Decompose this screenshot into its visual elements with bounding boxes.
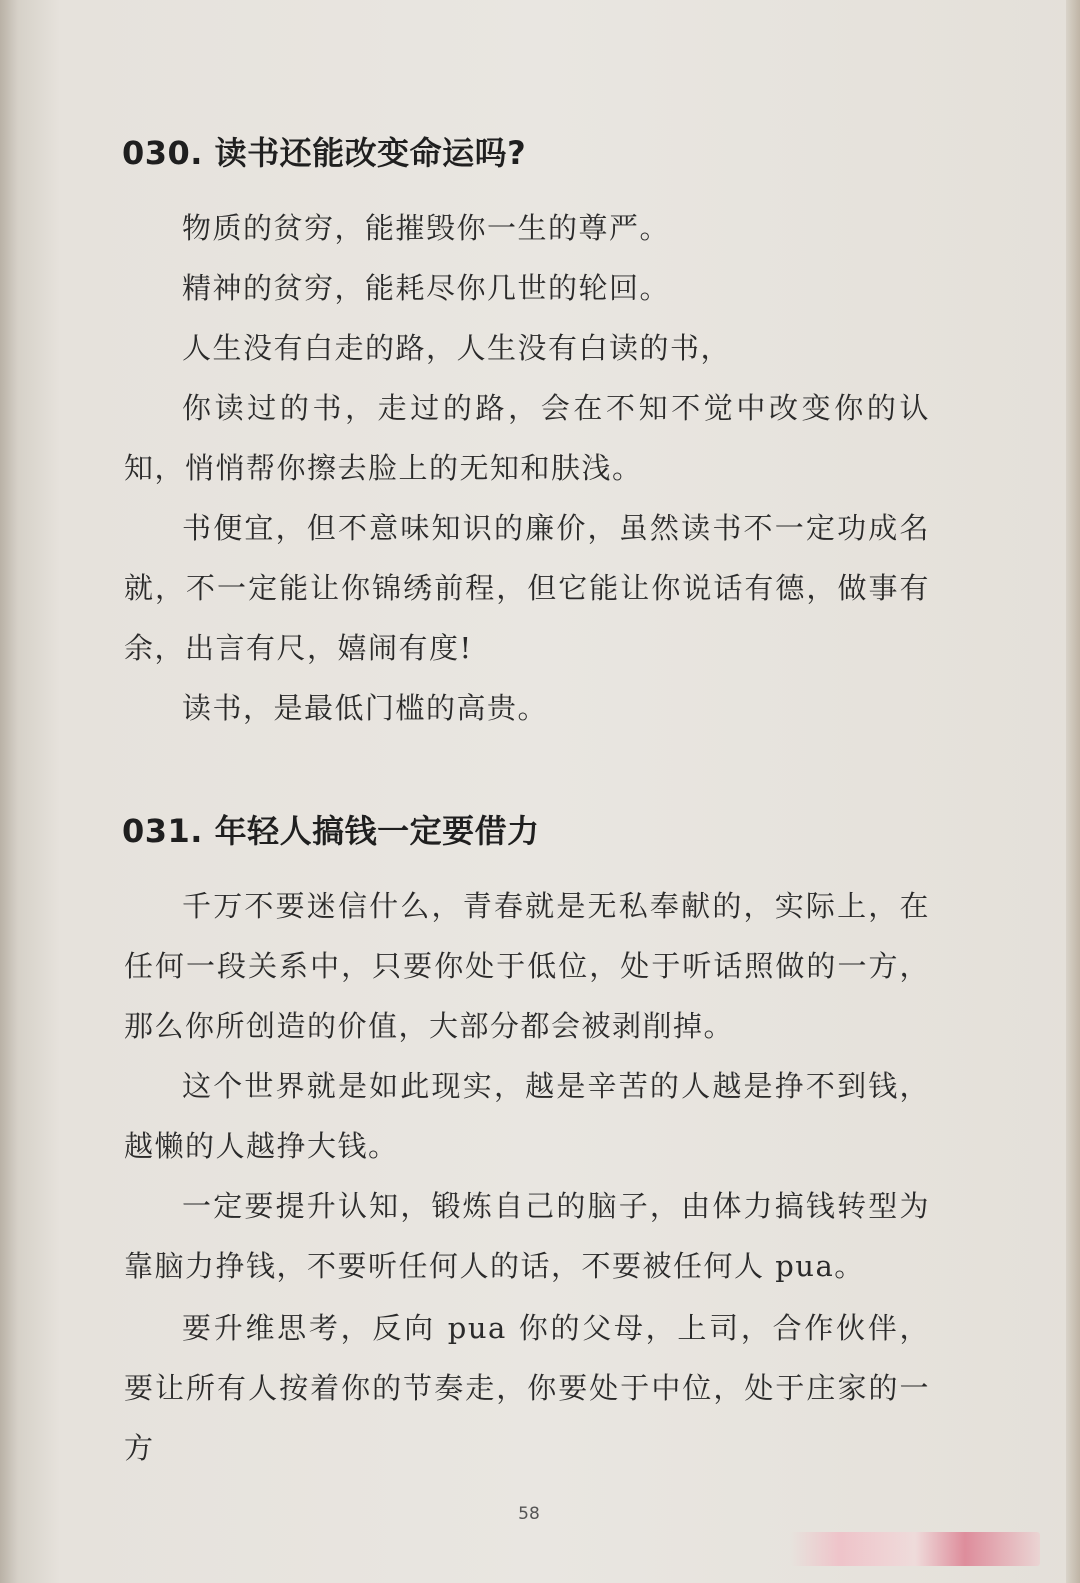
watermark-blur xyxy=(790,1532,1040,1566)
paragraph: 你读过的书，走过的路，会在不知不觉中改变你的认知，悄悄帮你擦去脸上的无知和肤浅。 xyxy=(124,391,930,485)
paragraph: 要升维思考，反向 pua 你的父母，上司，合作伙伴，要让所有人按着你的节奏走，你要处于中位，处于庄家的一方 xyxy=(124,1311,930,1465)
paragraph: 精神的贫穷，能耗尽你几世的轮回。 xyxy=(182,271,671,305)
paragraph: 千万不要迷信什么，青春就是无私奉献的，实际上，在任何一段关系中，只要你处于低位，处于听话照做的一方，那么你所创造的价值，大部分都会被剥削掉。 xyxy=(124,889,930,1043)
paragraph: 书便宜，但不意味知识的廉价，虽然读书不一定功成名就，不一定能让你锦绣前程，但它能让你说话有德，做事有余，出言有尺，嬉闹有度! xyxy=(124,511,930,665)
paragraph: 这个世界就是如此现实，越是辛苦的人越是挣不到钱，越懒的人越挣大钱。 xyxy=(124,1069,930,1163)
section-heading-030: 030. 读书还能改变命运吗? xyxy=(122,134,527,172)
section-heading-031: 031. 年轻人搞钱一定要借力 xyxy=(122,812,540,850)
paragraph: 读书，是最低门槛的高贵。 xyxy=(182,691,549,725)
page-edge-shadow xyxy=(1066,0,1080,1583)
page-number: 58 xyxy=(518,1504,540,1524)
paragraph: 物质的贫穷，能摧毁你一生的尊严。 xyxy=(182,211,671,245)
paragraph: 人生没有白走的路，人生没有白读的书， xyxy=(182,331,732,365)
paragraph: 一定要提升认知，锻炼自己的脑子，由体力搞钱转型为靠脑力挣钱，不要听任何人的话，不要被任何人 pua。 xyxy=(124,1189,930,1283)
